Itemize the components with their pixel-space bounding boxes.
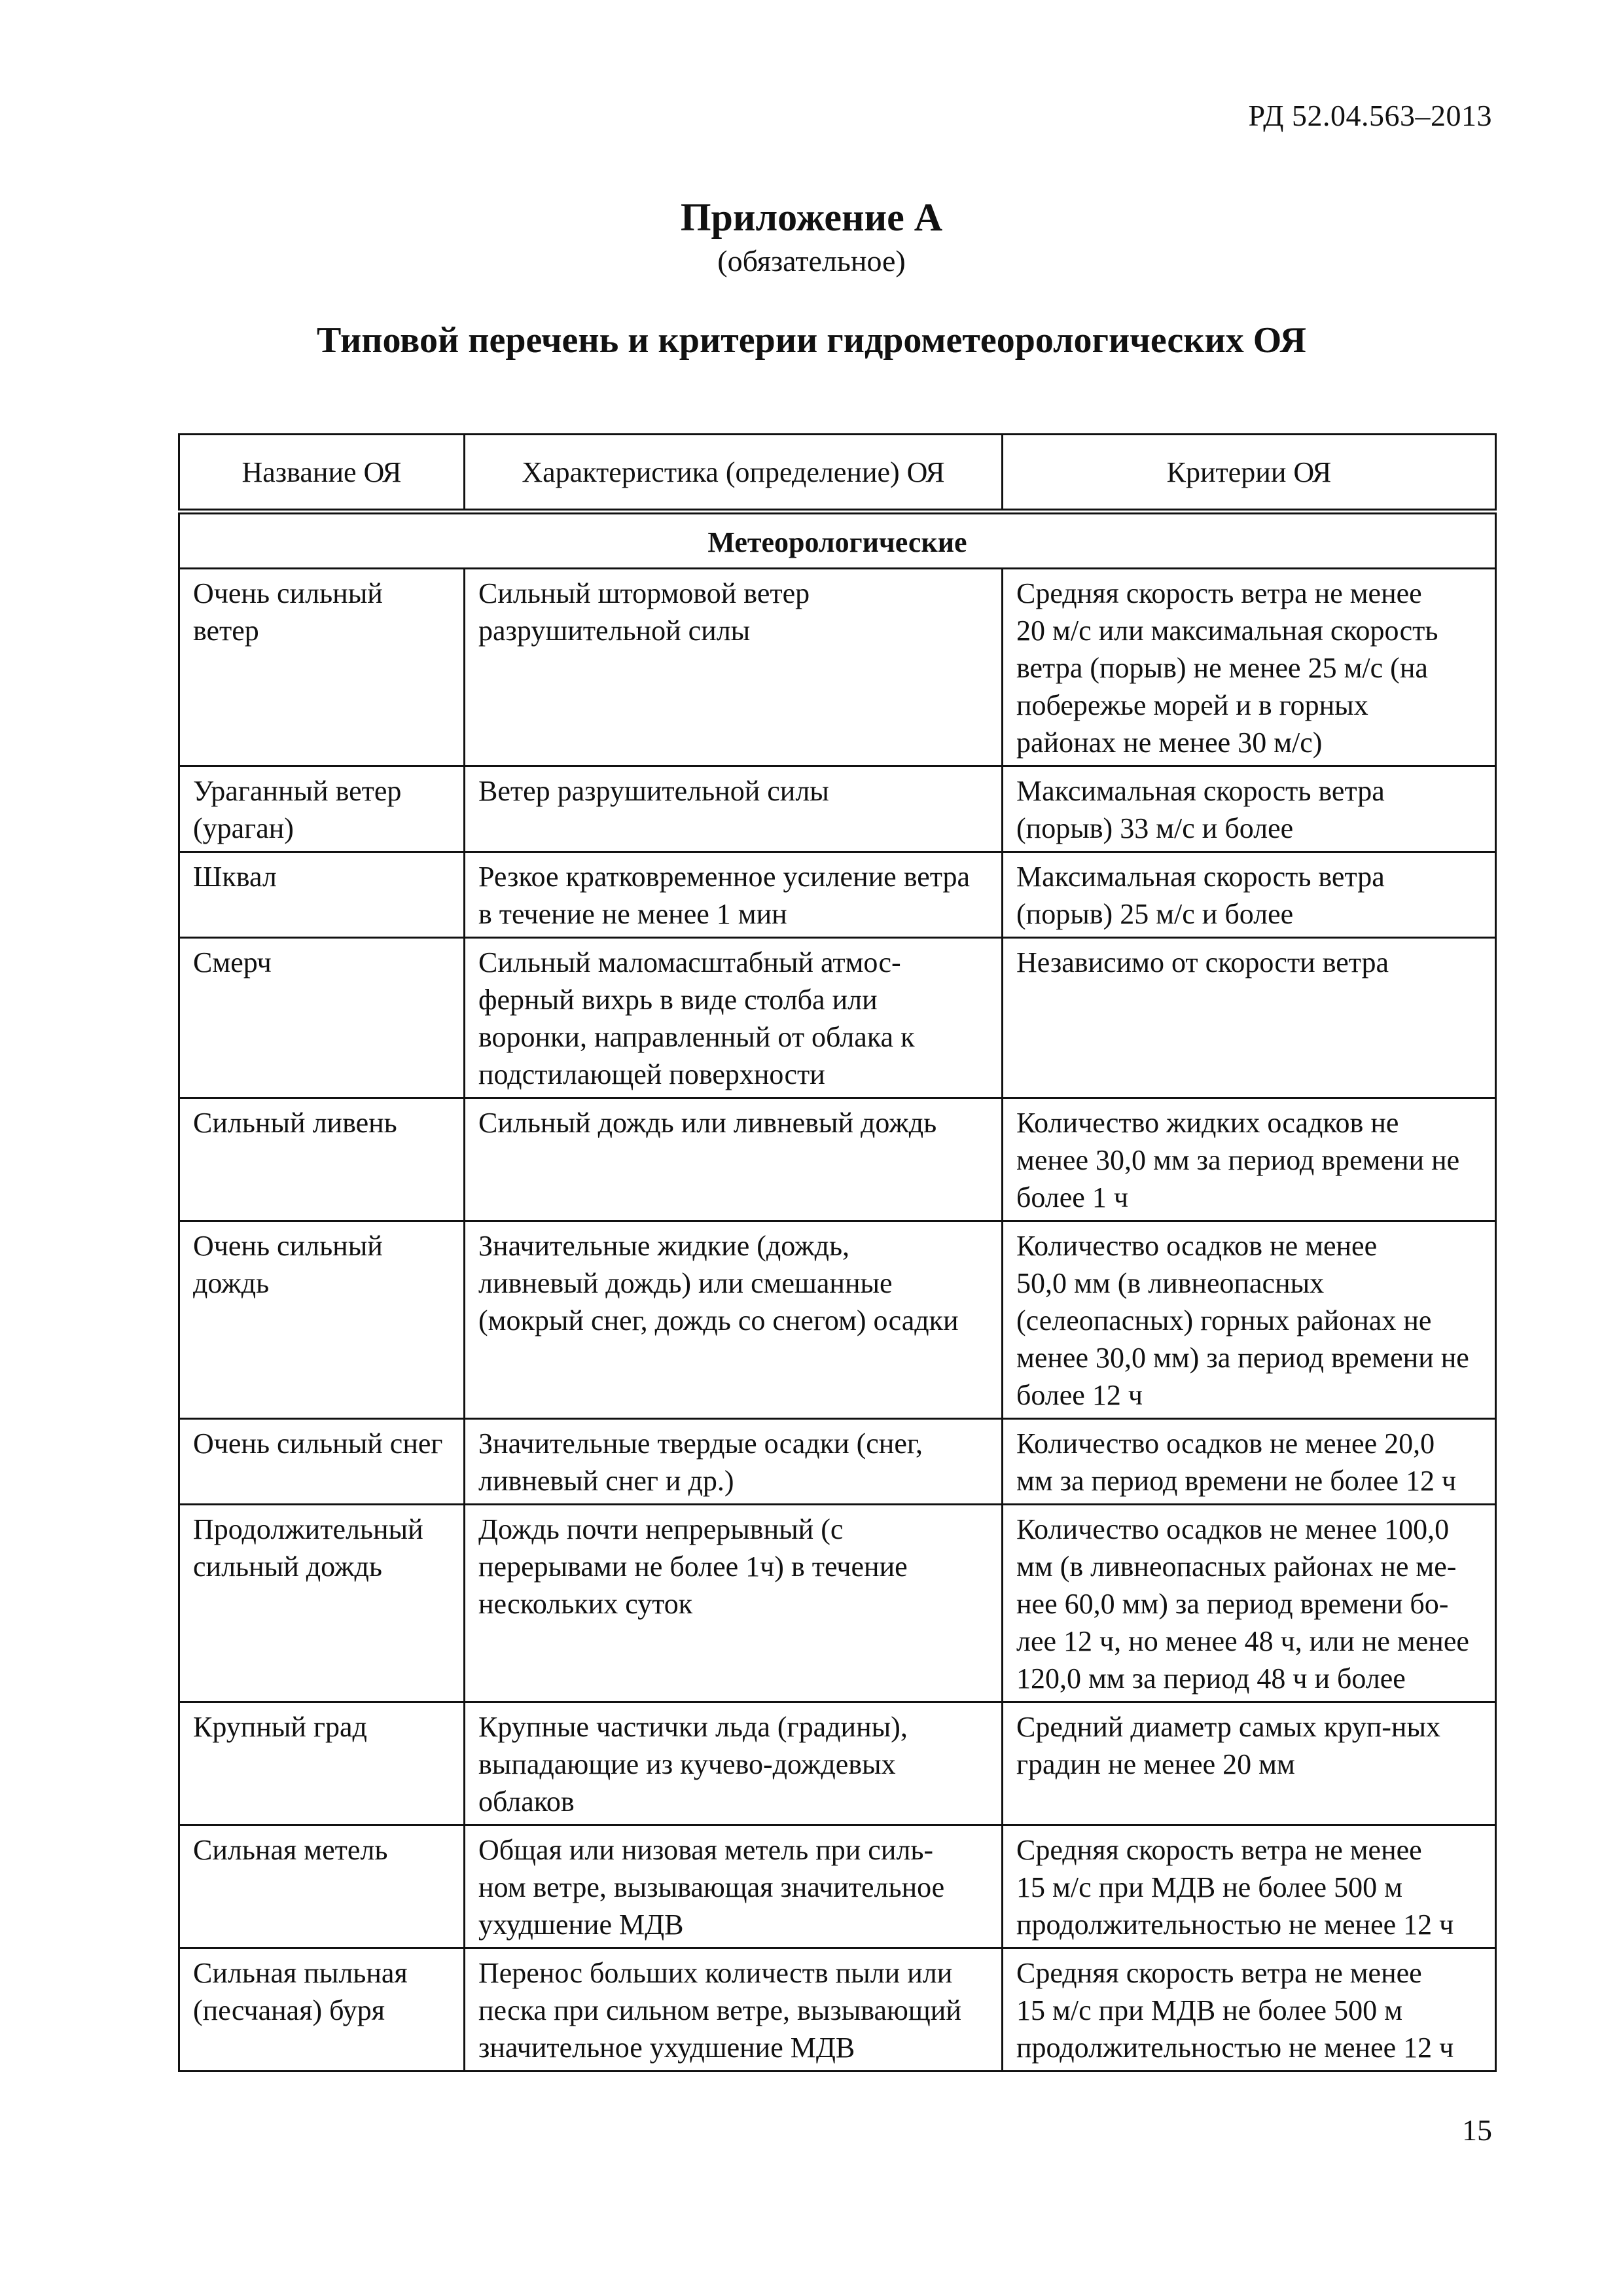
table-row: [179, 1825, 1496, 1948]
cell-hazard-name: Крупный град: [179, 1702, 465, 1825]
cell-hazard-name: Сильный ливень: [179, 1098, 465, 1221]
table-row: [179, 852, 1496, 938]
cell-criteria: Количество осадков не менее 20,0 мм за период времени не более 12 ч: [1003, 1419, 1496, 1505]
column-header-criteria: Критерии ОЯ: [1003, 435, 1496, 512]
cell-definition: Перенос больших количеств пыли или песка при сильном ветре, вызывающий значительное ухудшение МДВ: [465, 1948, 1003, 2072]
table-row: [179, 1098, 1496, 1221]
cell-criteria: Максимальная скорость ветра (порыв) 33 м/с и более: [1003, 766, 1496, 852]
cell-definition: Сильный дождь или ливневый дождь: [465, 1098, 1003, 1221]
cell-criteria: Средний диаметр самых круп-ных градин не менее 20 мм: [1003, 1702, 1496, 1825]
cell-definition: Сильный штормовой ветер разрушительной силы: [465, 569, 1003, 766]
cell-definition: Дождь почти непрерывный (с перерывами не более 1ч) в течение нескольких суток: [465, 1505, 1003, 1702]
column-header-definition: Характеристика (определение) ОЯ: [465, 435, 1003, 512]
cell-definition: Ветер разрушительной силы: [465, 766, 1003, 852]
cell-hazard-name: Смерч: [179, 938, 465, 1098]
cell-criteria: Независимо от скорости ветра: [1003, 938, 1496, 1098]
table-row: [179, 1948, 1496, 2072]
cell-hazard-name: Шквал: [179, 852, 465, 938]
table-row: [179, 938, 1496, 1098]
document-reference: РД 52.04.563–2013: [1248, 99, 1492, 132]
cell-criteria: Средняя скорость ветра не менее 20 м/с или максимальная скорость ветра (порыв) не менее 25 м/с (на побережье морей и в горных районах не менее 30 м/с): [1003, 569, 1496, 766]
table-row: [179, 1505, 1496, 1702]
cell-criteria: Количество осадков не менее 100,0 мм (в ливнеопасных районах не ме- нее 60,0 мм) за период времени бо- лее 12 ч, но менее 48 ч, или не менее 120,0 мм за период 48 ч и более: [1003, 1505, 1496, 1702]
cell-definition: Сильный маломасштабный атмос- ферный вихрь в виде столба или воронки, направленный от облака к подстилающей поверхности: [465, 938, 1003, 1098]
appendix-subtitle: (обязательное): [717, 244, 906, 278]
cell-hazard-name: Ураганный ветер (ураган): [179, 766, 465, 852]
table-row: [179, 766, 1496, 852]
cell-hazard-name: Очень сильный снег: [179, 1419, 465, 1505]
cell-hazard-name: Очень сильный дождь: [179, 1221, 465, 1419]
column-header-name: Название ОЯ: [179, 435, 465, 512]
section-title: Метеорологические: [179, 512, 1496, 569]
criteria-table: [178, 433, 1497, 2072]
cell-definition: Значительные жидкие (дождь, ливневый дождь) или смешанные (мокрый снег, дождь со снегом) осадки: [465, 1221, 1003, 1419]
cell-definition: Общая или низовая метель при силь- ном ветре, вызывающая значительное ухудшение МДВ: [465, 1825, 1003, 1948]
page-title: Типовой перечень и критерии гидрометеорологических ОЯ: [317, 320, 1306, 361]
cell-criteria: Количество осадков не менее 50,0 мм (в ливнеопасных (селеопасных) горных районах не менее 30,0 мм) за период времени не более 12 ч: [1003, 1221, 1496, 1419]
cell-definition: Резкое кратковременное усиление ветра в течение не менее 1 мин: [465, 852, 1003, 938]
page-number: 15: [1462, 2113, 1492, 2147]
cell-hazard-name: Очень сильный ветер: [179, 569, 465, 766]
table-row: [179, 1419, 1496, 1505]
section-row: [179, 512, 1496, 569]
table-row: [179, 569, 1496, 766]
table-row: [179, 1221, 1496, 1419]
appendix-title: Приложение А: [680, 196, 943, 239]
cell-criteria: Количество жидких осадков не менее 30,0 мм за период времени не более 1 ч: [1003, 1098, 1496, 1221]
table-row: [179, 1702, 1496, 1825]
table-body: [179, 512, 1496, 2072]
cell-hazard-name: Сильная метель: [179, 1825, 465, 1948]
cell-criteria: Средняя скорость ветра не менее 15 м/с при МДВ не более 500 м продолжительностью не менее 12 ч: [1003, 1825, 1496, 1948]
cell-hazard-name: Сильная пыльная (песчаная) буря: [179, 1948, 465, 2072]
cell-definition: Крупные частички льда (градины), выпадающие из кучево-дождевых облаков: [465, 1702, 1003, 1825]
table-header-row: [179, 435, 1496, 512]
cell-definition: Значительные твердые осадки (снег, ливневый снег и др.): [465, 1419, 1003, 1505]
cell-hazard-name: Продолжительный сильный дождь: [179, 1505, 465, 1702]
cell-criteria: Средняя скорость ветра не менее 15 м/с при МДВ не более 500 м продолжительностью не менее 12 ч: [1003, 1948, 1496, 2072]
cell-criteria: Максимальная скорость ветра (порыв) 25 м/с и более: [1003, 852, 1496, 938]
